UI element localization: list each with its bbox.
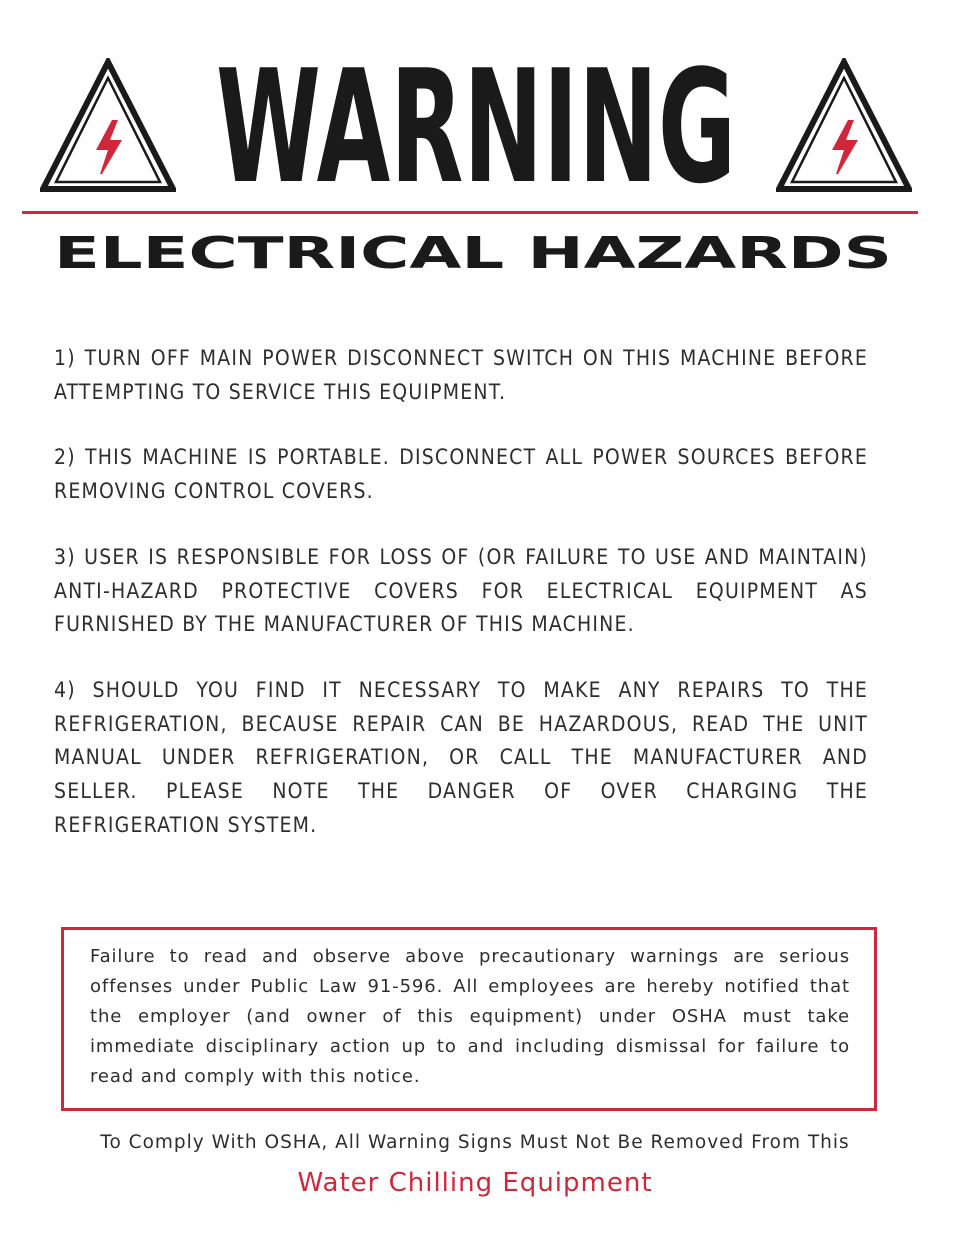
instruction-item: 4) SHOULD YOU FIND IT NECESSARY TO MAKE ANY REPAIRS TO THE REFRIGERATION, BECAUSE REPAIR CAN BE HAZARDOUS, READ THE UNIT MANUAL UNDER REFRIGERATION, OR CALL THE MANUFACTURER AND SELLER. PLEASE NOTE THE DANGER OF OVER CHARGING THE REFRIGERATION SYSTEM. [54, 677, 868, 837]
warning-title-graphic [206, 54, 746, 194]
instruction-item: 1) TURN OFF MAIN POWER DISCONNECT SWITCH ON THIS MACHINE BEFORE ATTEMPTING TO SERVICE THIS EQUIPMENT. [54, 346, 868, 404]
notice-text: Failure to read and observe above precautionary warnings are serious offenses under Public Law 91-596. All employees are hereby notified that the employer (and owner of this equipment) under OSHA must take immediate disciplinary action up to and including dismissal for failure to read and comply with this notice. [90, 946, 850, 1087]
footer-compliance-line: To Comply With OSHA, All Warning Signs Must Not Be Removed From This [100, 1132, 850, 1153]
warning-title [190, 54, 762, 194]
notice-box [61, 927, 877, 1111]
subtitle-banner [54, 228, 894, 276]
header-divider [22, 211, 918, 214]
high-voltage-warning-icon [776, 58, 912, 192]
warning-title-text: WARNING [216, 54, 736, 194]
warning-header [40, 56, 912, 196]
footer-product-name: Water Chilling Equipment [297, 1168, 653, 1198]
high-voltage-warning-icon [40, 58, 176, 192]
subtitle-text: ELECTRICAL HAZARDS [54, 228, 892, 276]
instruction-list [54, 342, 868, 874]
instruction-item: 3) USER IS RESPONSIBLE FOR LOSS OF (OR FAILURE TO USE AND MAINTAIN) ANTI-HAZARD PROTECTIVE COVERS FOR ELECTRICAL EQUIPMENT AS FURNISHED BY THE MANUFACTURER OF THIS MACHINE. [54, 544, 868, 637]
instruction-item: 2) THIS MACHINE IS PORTABLE. DISCONNECT ALL POWER SOURCES BEFORE REMOVING CONTROL COVERS. [54, 445, 868, 504]
